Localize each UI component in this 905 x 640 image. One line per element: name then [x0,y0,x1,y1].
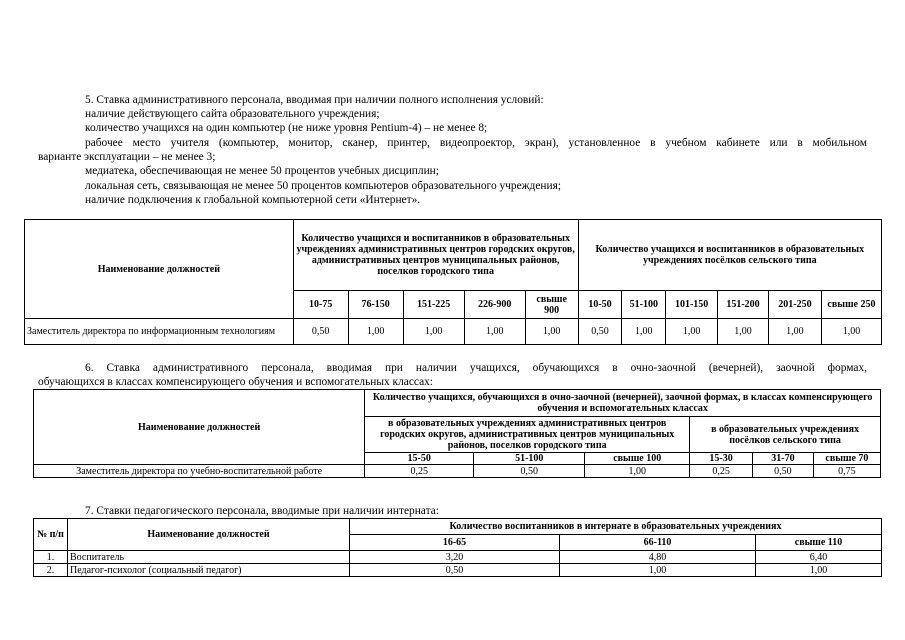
table-cell: 0,50 [578,319,622,345]
table-cell: 4,80 [560,551,756,564]
range-header: 76-150 [348,291,403,319]
table-cell: 1,00 [718,319,769,345]
row-number: 1. [34,551,68,564]
header-group-rural: Количество учащихся и воспитанников в образовательных учреждениях посёлков сельского типа [578,220,881,291]
section5-item-workplace: рабочее место учителя (компьютер, монитор, сканер, принтер, видеопроектор, экран), установленное в учебном кабинете или в мобильном [85,137,867,149]
range-header: свыше 900 [525,291,578,319]
range-header: свыше 70 [813,453,880,465]
table-cell: 6,40 [756,551,882,564]
table-cell: 1,00 [622,319,666,345]
section5-item-site: наличие действующего сайта образовательного учреждения; [85,108,380,120]
range-header: 226-900 [464,291,525,319]
table-cell: 1,00 [666,319,718,345]
range-header: свыше 100 [585,453,690,465]
range-header: 151-225 [403,291,464,319]
table-cell: 1,00 [560,564,756,577]
section5-heading: 5. Ставка административного персонала, вводимая при наличии полного исполнения условий: [85,94,544,106]
table-row [34,551,882,564]
range-header: 16-65 [350,535,560,551]
range-header: 51-100 [622,291,666,319]
header-number: № п/п [34,519,68,551]
table-boarding-staff [33,518,882,577]
table-evening-deputy [33,389,881,478]
section7-heading: 7. Ставки педагогического персонала, вводимые при наличии интерната: [85,505,439,517]
table-cell: 0,25 [365,465,474,478]
table-cell: 0,50 [293,319,348,345]
section6-heading: 6. Ставка административного персонала, вводимая при наличии учащихся, обучающихся в очно-заочной (вечерней), заочной формах, [85,362,867,374]
header-group-top: Количество учащихся, обучающихся в очно-заочной (вечерней), заочной формах, в классах компенсирующего обучения и вспомогательных классах [365,390,881,417]
range-header: 15-50 [365,453,474,465]
section5-item-workplace-cont: варианте эксплуатации – не менее 3; [38,151,216,163]
section5-item-lan: локальная сеть, связывающая не менее 50 процентов компьютеров образовательного учреждения; [85,180,561,192]
range-header: свыше 110 [756,535,882,551]
header-position: Наименование должностей [68,519,350,551]
table-cell: 1,00 [768,319,821,345]
range-header: 101-150 [666,291,718,319]
section5-item-mediateka: медиатека, обеспечивающая не менее 50 процентов учебных дисциплин; [85,165,439,177]
table-cell: 0,50 [474,465,585,478]
range-header: свыше 250 [821,291,881,319]
table-cell: 1,00 [585,465,690,478]
table-cell: 1,00 [821,319,881,345]
row-position-name: Заместитель директора по учебно-воспитательной работе [34,465,365,478]
row-position-name: Воспитатель [68,551,350,564]
header-position: Наименование должностей [34,390,365,465]
table-cell: 1,00 [403,319,464,345]
range-header: 10-75 [293,291,348,319]
table-row [34,465,881,478]
header-group-rural: в образовательных учреждениях посёлков сельского типа [690,417,881,453]
section5-item-computers: количество учащихся на один компьютер (не ниже уровня Pentium-4) – не менее 8; [85,122,488,134]
table-row [25,319,882,345]
table-cell: 0,50 [350,564,560,577]
table-cell: 1,00 [348,319,403,345]
header-position: Наименование должностей [25,220,294,319]
range-header: 151-200 [718,291,769,319]
range-header: 15-30 [690,453,753,465]
header-group-city: Количество учащихся и воспитанников в образовательных учреждениях административных центров городских округов, административных центров муниципальных районов, поселков городского типа [293,220,578,291]
range-header: 31-70 [753,453,814,465]
table-cell: 1,00 [756,564,882,577]
table-cell: 0,75 [813,465,880,478]
table-row [34,564,882,577]
table-cell: 1,00 [464,319,525,345]
section5-item-internet: наличие подключения к глобальной компьютерной сети «Интернет». [85,194,421,206]
row-position-name: Педагог-психолог (социальный педагог) [68,564,350,577]
range-header: 10-50 [578,291,622,319]
header-group: Количество воспитанников в интернате в образовательных учреждениях [350,519,882,535]
range-header: 201-250 [768,291,821,319]
section6-heading-cont: обучающихся в классах компенсирующего обучения и вспомогательных классах: [38,376,433,388]
table-cell: 0,25 [690,465,753,478]
table-cell: 1,00 [525,319,578,345]
table-it-deputy [24,219,882,345]
table-cell: 3,20 [350,551,560,564]
range-header: 66-110 [560,535,756,551]
header-group-city: в образовательных учреждениях административных центров городских округов, административных центров муниципальных районов, поселков городского типа [365,417,690,453]
range-header: 51-100 [474,453,585,465]
table-cell: 0,50 [753,465,814,478]
row-position-name: Заместитель директора по информационным технологиям [25,319,294,345]
row-number: 2. [34,564,68,577]
